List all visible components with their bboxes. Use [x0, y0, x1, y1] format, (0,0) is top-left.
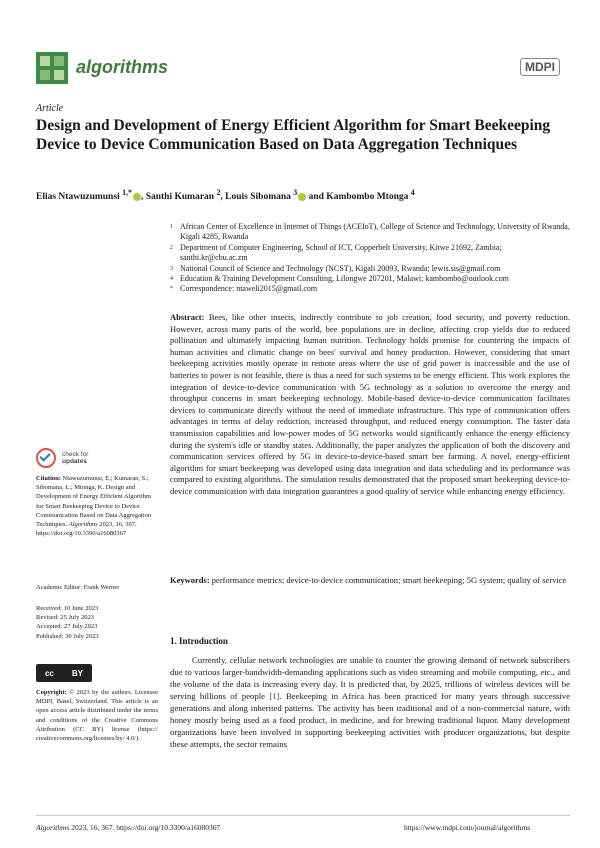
- affiliation-text: African Center of Excellence in Internet of Things (ACEIoT), College of Science and Technology, University of Rwanda, Kigali 4285, Rwanda: [180, 222, 570, 242]
- section-heading: 1. Introduction: [170, 636, 228, 646]
- abstract: [170, 312, 570, 498]
- affiliation-item: [170, 243, 570, 264]
- author-name[interactable]: Elias Ntawuzumunsi: [36, 192, 123, 203]
- orcid-icon[interactable]: [298, 193, 306, 201]
- citation-doi[interactable]: 2023, 16, 367. https://doi.org/10.3390/a16080367: [36, 521, 137, 538]
- correspondence-email[interactable]: Correspondence: ntaweli2015@gmail.com: [180, 284, 318, 294]
- footer-doi[interactable]: 2023, 16, 367. https://doi.org/10.3390/a16080367: [69, 823, 221, 832]
- affiliation-text: Education & Training Development Consulting, Lilongwe 207201, Malawi; kambombo@outlook.com: [180, 274, 509, 284]
- article-type: Article: [36, 103, 64, 114]
- check-updates-line2: updates: [62, 458, 87, 465]
- orcid-icon[interactable]: [133, 193, 141, 201]
- affiliation-item: [170, 284, 570, 294]
- publication-dates: [36, 604, 158, 641]
- footer-journal-url[interactable]: https://www.mdpi.com/journal/algorithms: [404, 823, 531, 832]
- affiliation-number: 4: [170, 276, 173, 283]
- author-name[interactable]: Louis Sibomana: [225, 192, 294, 203]
- footer-citation: [36, 823, 220, 832]
- affiliation-item: [170, 264, 570, 274]
- copyright: [36, 688, 158, 743]
- author-name[interactable]: Santhi Kumaran: [145, 192, 217, 203]
- paper-title: Design and Development of Energy Efficient Algorithm for Smart Beekeeping Device to Device Communication Based on Data Aggregation Techniques: [36, 117, 551, 153]
- check-updates-icon: [36, 448, 56, 468]
- abstract-text: Bees, like other insects, indirectly contribute to job creation, food security, and poverty reduction. However, across many parts of the world, bee populations are in decline, affecting crop yields due to reduced pollination and ultimately impacting human nutrition. Technology holds promise for countering the impacts of human activities and climatic change on bees' survival and honey production. However, considering that smart beekeeping activities mostly operate in remote areas where the use of grid power is inaccessible and the use of batteries to power is not feasible, there is thus a need for such systems to be energy efficient. This work explores the integration of device-to-device communication with 5G technology as a solution to overcome the energy and throughput concerns in smart beekeeping technology. Mobile-based device-to-device communication facilitates devices to communicate directly without the need of immediate infrastructure. This type of communication offers advantages in terms of delay reduction, increased throughput, and reduced energy consumption. The faster data transmission capabilities and low-power modes of 5G networks would significantly enhance the energy efficiency during the system's idle or standby states. Additionally, the paper analyzes the application of both the discovery and communication services offered by 5G in device-to-device-based smart bee farming. A novel, energy-efficient algorithm for smart beekeeping was developed using data integration and data scheduling and its performance was compared to existing algorithms. The simulation results demonstrated that the proposed smart beekeeping device-to-device communication with data integration guarantees a good quality of service while enhancing energy efficiency.: [170, 312, 570, 496]
- introduction-paragraph: [170, 654, 570, 750]
- published-date: Published: 30 July 2023: [36, 632, 99, 640]
- intro-text: . Beekeeping in Africa has been practiced for many years through successive generations and along inherited patterns. The activity has been traditional and of a non-commercial nature, with honey mostly being used as a food product, in medicine, and for brewing traditional liquor. Many development organizations have been involved in supporting beekeeping activities with producer organizations, but despite these attempts, the sector remains: [170, 691, 570, 749]
- revised-date: Revised: 25 July 2023: [36, 614, 94, 622]
- affiliation-number: 1: [170, 224, 173, 230]
- keywords-label: Keywords:: [170, 575, 210, 585]
- author-list: Elias Ntawuzumunsi $^{1,*}$ , Santhi Kumaran $^2$, Louis Sibomana $^3$ and Kambombo Mtonga $^4$: [36, 188, 415, 203]
- author-affiliation-mark: 4: [410, 188, 415, 197]
- accepted-date: Accepted: 27 July 2023: [36, 623, 98, 631]
- citation-text: Ntawuzumunsi, E.; Kumaran, S.; Sibomana, L.; Mtonga, K. Design and Development of Energy Efficient Algorithm for Smart Beekeeping Device to Device Communication Based on Data Aggregation Techniques.: [36, 475, 152, 529]
- affiliations: [170, 222, 570, 295]
- author-name[interactable]: and Kambombo Mtonga: [308, 192, 411, 203]
- footer-divider: [36, 815, 570, 816]
- affiliation-text: National Council of Science and Technology (NCST), Kigali 20093, Rwanda; lewis.sis@gmail.com: [180, 263, 501, 273]
- affiliation-number: 2: [170, 244, 173, 251]
- check-for-updates-button[interactable]: [36, 448, 96, 468]
- copyright-label: Copyright:: [36, 689, 67, 696]
- author-affiliation-mark: 2: [216, 188, 221, 197]
- abstract-label: Abstract:: [170, 312, 205, 322]
- affiliation-item: [170, 222, 570, 243]
- author-affiliation-mark: 3: [293, 188, 298, 197]
- received-date: Received: 10 June 2023: [36, 605, 99, 612]
- journal-name: algorithms: [76, 57, 169, 77]
- academic-editor: Academic Editor: Frank Werner: [36, 584, 120, 591]
- reference-link[interactable]: [1]: [269, 691, 280, 701]
- publisher-logo: MDPI: [520, 58, 560, 76]
- intro-text: Currently, cellular network technologies are unable to counter the growing demand of network subscribers due to various larger-bandwidth-demanding applications such as video streaming and mobile computing, etc., and the volume of the data is increasing every day. It is predicted that, by 2025, trillions of wireless devices will be serving billions of people: [170, 655, 570, 701]
- by-icon: BY: [71, 668, 83, 678]
- affiliation-number: *: [170, 286, 173, 293]
- author-affiliation-mark: 1,*: [122, 188, 132, 197]
- cc-icon: cc: [44, 668, 54, 678]
- cc-by-license-badge[interactable]: [36, 664, 92, 682]
- affiliation-text: Department of Computer Engineering, School of ICT, Copperbelt University, Kitwe 21692, Zambia; santhi.kr@cbu.ac.zm: [180, 242, 502, 263]
- citation-label: Citation:: [36, 475, 61, 482]
- citation-journal: Algorithms: [68, 521, 98, 529]
- footer-journal: Algorithms: [36, 823, 70, 832]
- check-updates-line1: check for: [62, 451, 89, 458]
- keywords-text: performance metrics; device-to-device communication; smart beekeeping; 5G system; quality of service: [209, 575, 567, 585]
- citation: [36, 474, 158, 538]
- copyright-text: © 2023 by the authors. Licensee MDPI, Basel, Switzerland. This article is an open access article distributed under the terms and conditions of the Creative Commons Attribution (CC BY) license (https:// creativecommons.org/licenses/by/ 4.0/).: [36, 689, 158, 743]
- keywords: [170, 575, 570, 587]
- journal-logo: [36, 52, 68, 84]
- affiliation-number: 3: [170, 265, 173, 272]
- affiliation-item: [170, 274, 570, 284]
